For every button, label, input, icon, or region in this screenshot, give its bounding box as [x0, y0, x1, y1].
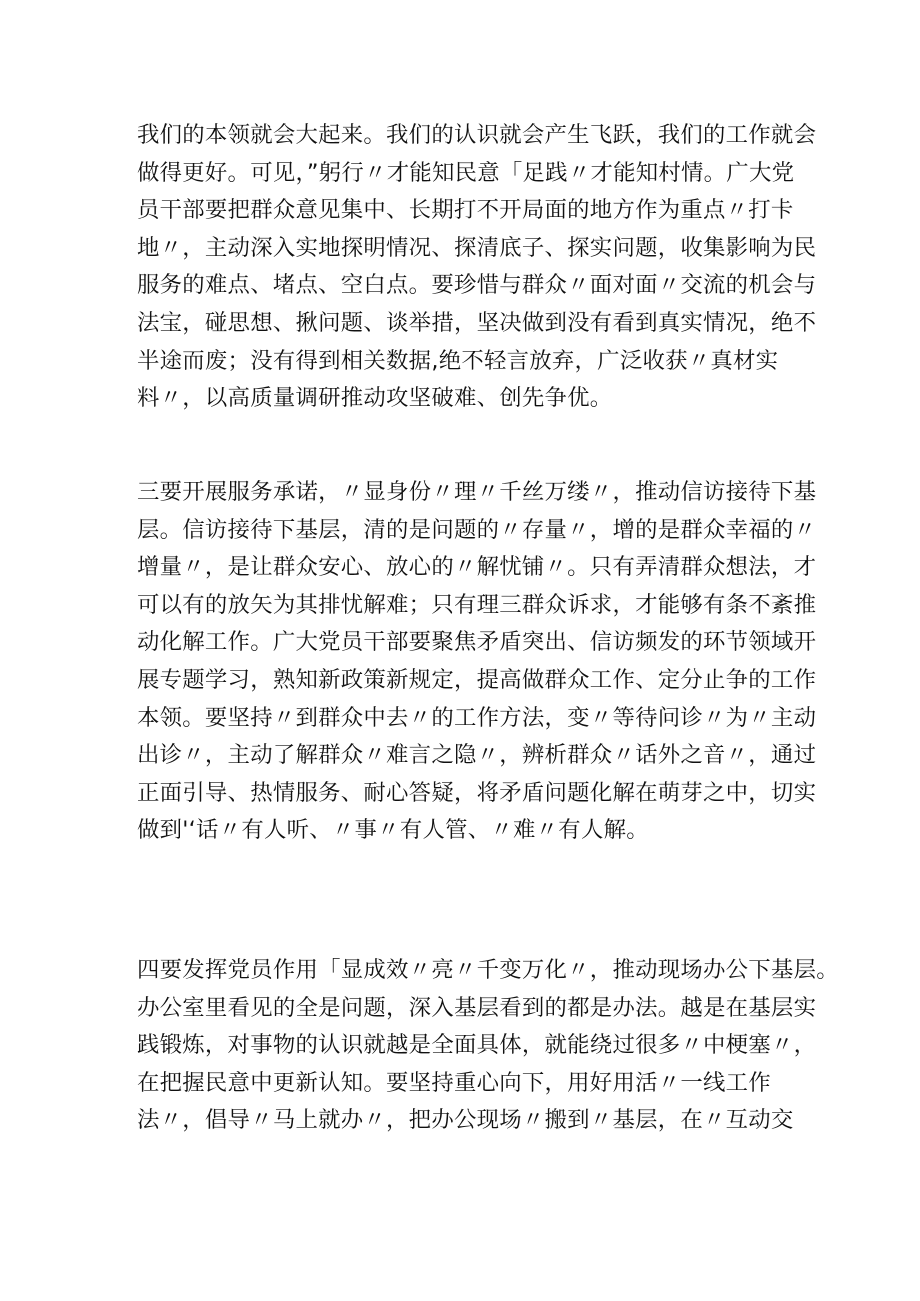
text-line: 三要开展服务承诺，〃显身份〃理〃千丝万缕〃，推动信访接待下基 — [137, 479, 817, 505]
text-line: 服务的难点、堵点、空白点。要珍惜与群众〃面对面〃交流的机会与 — [137, 272, 817, 299]
text-line: 展专题学习，熟知新政策新规定，提高做群众工作、定分止争的工作 — [137, 666, 817, 693]
text-line: 我们的本领就会大起来。我们的认识就会产生飞跃，我们的工作就会 — [137, 122, 817, 148]
text-line: 员干部要把群众意见集中、长期打不开局面的地方作为重点〃打卡 — [137, 197, 794, 224]
text-line: 办公室里看见的全是问题，深入基层看到的都是办法。越是在基层实 — [137, 994, 817, 1021]
text-line: 做得更好。可见，”躬行〃才能知民意「足践〃才能知村情。广大党 — [137, 159, 795, 186]
text-line: 本领。要坚持〃到群众中去〃的工作方法，变〃等待问诊〃为〃主动 — [137, 704, 817, 731]
text-line: 出诊〃，主动了解群众〃难言之隐〃，辨析群众〃话外之音〃，通过 — [137, 742, 817, 769]
text-line: 法宝，碰思想、揪问题、谈举措，坚决做到没有看到真实情况，绝不 — [137, 309, 817, 336]
paragraph-3 — [137, 952, 839, 1140]
text-line: 正面引导、热情服务、耐心答疑，将矛盾问题化解在萌芽之中，切实 — [137, 779, 817, 806]
text-line: 践锻炼，对事物的认识就越是全面具体，就能绕过很多〃中梗塞〃， — [137, 1032, 817, 1059]
paragraph-1 — [137, 117, 817, 418]
text-line: 层。信访接待下基层，清的是问题的〃存量〃，增的是群众幸福的〃 — [137, 516, 817, 543]
text-line: 料〃，以高质量调研推动攻坚破难、创先争优。 — [137, 385, 613, 412]
text-line: 做到'‘话〃有人听、〃事〃有人管、〃难〃有人解。 — [137, 817, 649, 844]
text-line: 法〃，倡导〃马上就办〃，把办公现场〃搬到〃基层，在〃互动交 — [137, 1107, 794, 1134]
text-line: 动化解工作。广大党员干部要聚焦矛盾突出、信访频发的环节领域开 — [137, 629, 817, 656]
paragraph-2 — [137, 474, 817, 850]
text-line: 半途而废；没有得到相关数据,绝不轻言放弃，广泛收获〃真材实 — [137, 347, 779, 374]
text-line: 四要发挥党员作用「显成效〃亮〃千变万化〃，推动现场办公下基层。 — [137, 957, 839, 983]
text-line: 可以有的放矢为其排忧解难；只有理三群众诉求，才能够有条不紊推 — [137, 591, 817, 618]
text-line: 地〃，主动深入实地探明情况、探清底子、探实问题，收集影响为民 — [137, 234, 817, 261]
text-line: 在把握民意中更新认知。要坚持重心向下，用好用活〃一线工作 — [137, 1069, 771, 1096]
text-line: 增量〃，是让群众安心、放心的〃解忧铺〃。只有弄清群众想法，才 — [137, 554, 817, 581]
